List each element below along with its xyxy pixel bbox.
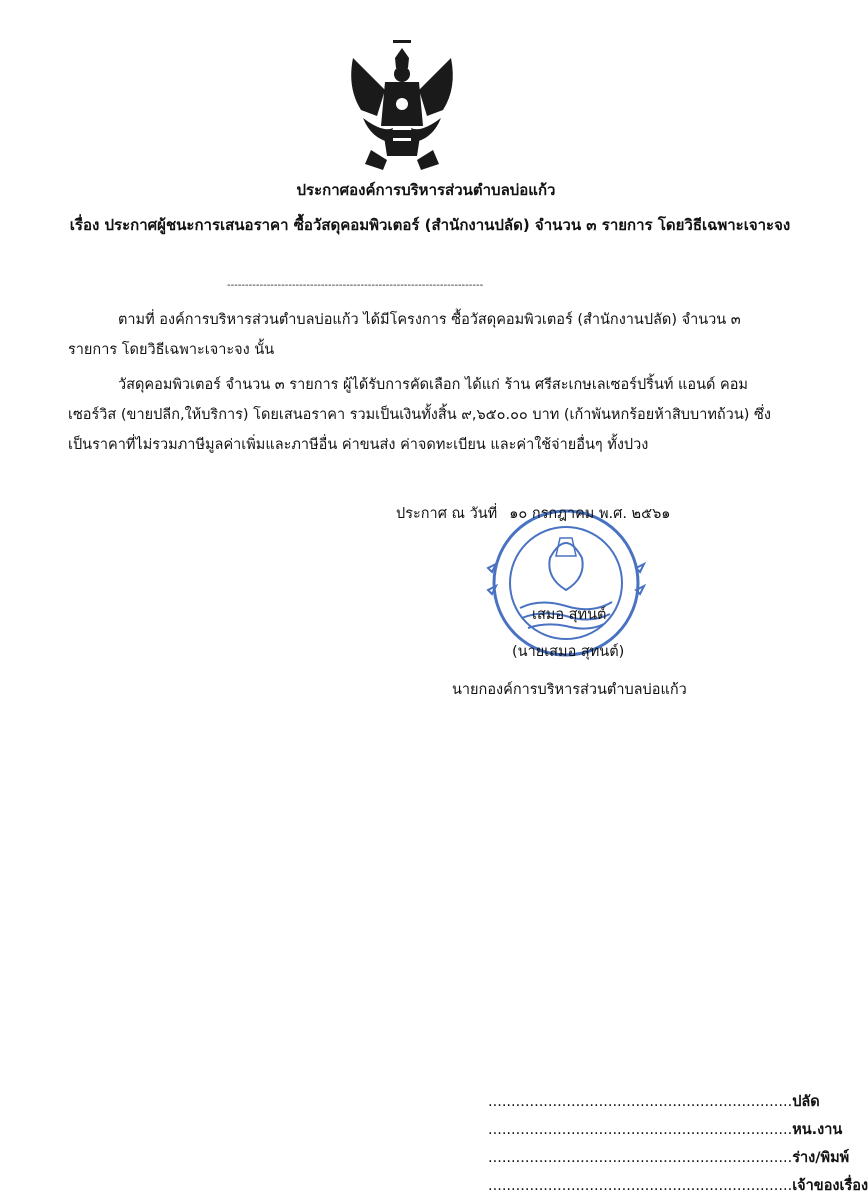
routing-label: หน.งาน <box>792 1122 843 1138</box>
routing-line-2 <box>488 1118 842 1141</box>
signatory-name: (นายเสมอ สุทนต์) <box>512 644 625 660</box>
routing-label: ปลัด <box>792 1094 820 1110</box>
signature: เสมอ สุทนต์ <box>532 607 607 623</box>
routing-label: เจ้าของเรื่อง <box>792 1178 868 1194</box>
routing-label: ร่าง/พิมพ์ <box>792 1150 850 1166</box>
routing-line-4 <box>488 1174 868 1197</box>
garuda-emblem-icon <box>343 38 461 173</box>
routing-dots: .................................................................. <box>488 1122 793 1138</box>
routing-dots: .................................................................. <box>488 1094 793 1110</box>
announcement-date-line <box>396 502 683 525</box>
routing-dots: .................................................................. <box>488 1178 793 1194</box>
date-value: ๑๐ กรกฎาคม พ.ศ. ๒๕๖๑ <box>509 506 671 522</box>
signatory-position: นายกองค์การบริหารส่วนตำบลบ่อแก้ว <box>452 682 687 698</box>
routing-dots: .................................................................. <box>488 1150 793 1166</box>
separator-line: ----------------------------------------------------------------------- <box>227 280 484 291</box>
announcement-title: ประกาศองค์การบริหารส่วนตำบลบ่อแก้ว <box>296 181 556 199</box>
date-label: ประกาศ ณ วันที่ <box>396 506 498 522</box>
body-paragraph-1: ตามที่ องค์การบริหารส่วนตำบลบ่อแก้ว ได้มีโครงการ ซื้อวัสดุคอมพิวเตอร์ (สำนักงานปลัด) จำนวน ๓ รายการ โดยวิธีเฉพาะเจาะจง นั้น <box>68 312 741 358</box>
body-paragraph-2: วัสดุคอมพิวเตอร์ จำนวน ๓ รายการ ผู้ได้รับการคัดเลือก ได้แก่ ร้าน ศรีสะเกษเลเซอร์ปริ้นท์ แอนด์ คอมเซอร์วิส (ขายปลีก,ให้บริการ) โดยเสนอราคา รวมเป็นเงินทั้งสิ้น ๙,๖๕๐.๐๐ บาท (เก้าพันหกร้อยห้าสิบบาทถ้วน) ซึ่งเป็นราคาที่ไม่รวมภาษีมูลค่าเพิ่มและภาษีอื่น ค่าขนส่ง ค่าจดทะเบียน และค่าใช้จ่ายอื่นๆ ทั้งปวง <box>68 377 771 453</box>
routing-line-3 <box>488 1146 849 1169</box>
routing-line-1 <box>488 1090 820 1113</box>
announcement-subject: เรื่อง ประกาศผู้ชนะการเสนอราคา ซื้อวัสดุคอมพิวเตอร์ (สำนักงานปลัด) จำนวน ๓ รายการ โดยวิธีเฉพาะเจาะจง <box>69 216 791 234</box>
